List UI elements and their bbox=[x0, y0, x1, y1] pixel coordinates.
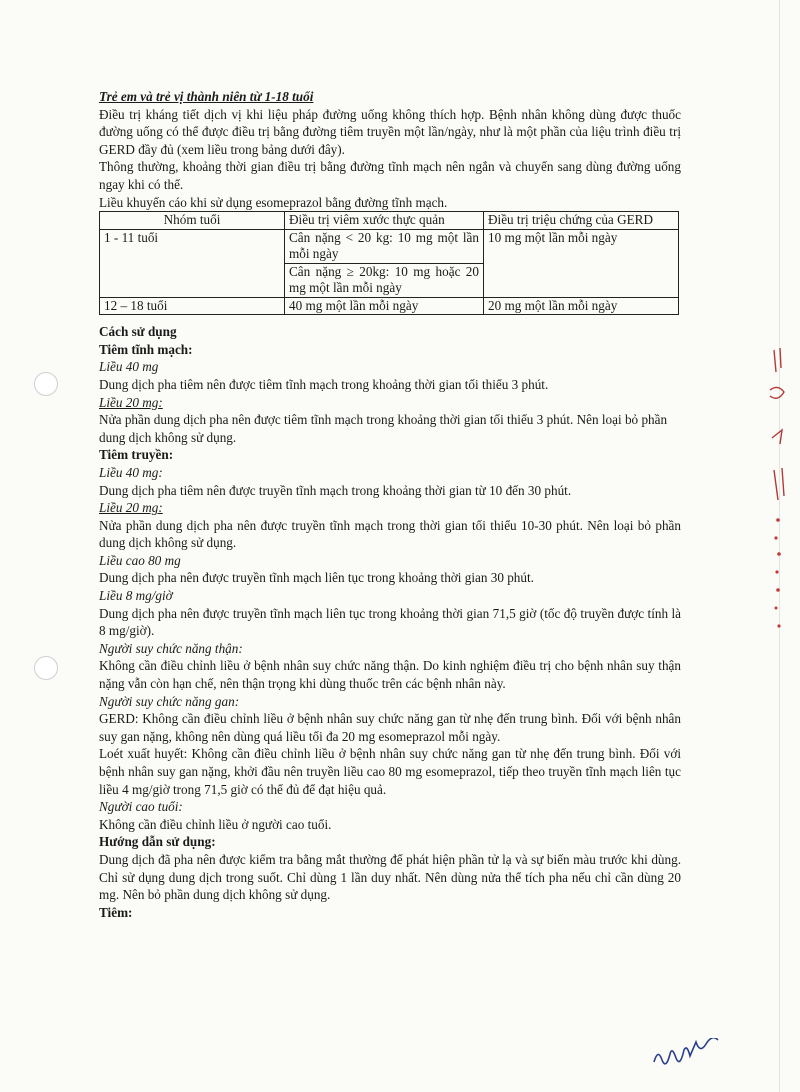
punch-hole bbox=[34, 656, 58, 680]
instructions-heading: Hướng dẫn sử dụng: bbox=[99, 834, 216, 850]
hepatic-label: Người suy chức năng gan: bbox=[99, 693, 240, 709]
hepatic-bleeding-text: Loét xuất huyết: Không cần điều chỉnh liều ở bệnh nhân suy chức năng gan từ nhẹ đến trung bình. Đối với bệnh nhân suy gan nặng, khởi đầu nên truyền liều cao 80 mg esomeprazol, tiếp theo truyền tĩnh mạch liên tục liều 4 mg/giờ trong 71,5 giờ có thể đủ để đạt hiệu quả. bbox=[99, 746, 681, 797]
intro-paragraph: Liều khuyến cáo khi sử dụng esomeprazol bằng đường tĩnh mạch. bbox=[99, 194, 448, 210]
margin-stamp-marks bbox=[752, 340, 790, 653]
dose-label: Liều 40 mg: bbox=[99, 464, 163, 480]
table-row bbox=[100, 229, 679, 263]
dose-text: Dung dịch pha nên được truyền tĩnh mạch liên tục trong khoảng thời gian 71,5 giờ (tốc độ truyền được tính là 8 mg/giờ). bbox=[99, 605, 681, 639]
dose-label: Liều 40 mg bbox=[99, 359, 159, 375]
table-cell-gerd: 10 mg một lần mỗi ngày bbox=[484, 229, 679, 297]
dosage-table bbox=[99, 211, 679, 315]
infusion-heading: Tiêm truyền: bbox=[99, 447, 174, 463]
renal-label: Người suy chức năng thận: bbox=[99, 640, 243, 656]
dose-text: Dung dịch pha nên được truyền tĩnh mạch liên tục trong khoảng thời gian 30 phút. bbox=[99, 570, 534, 586]
instructions-text: Dung dịch đã pha nên được kiểm tra bằng mắt thường để phát hiện phần tử lạ và sự biến màu trước khi dùng. Chỉ sử dụng dung dịch trong suốt. Chỉ dùng 1 lần duy nhất. Nên dùng nửa thể tích pha nếu chỉ cần dùng 20 mg. Nên bỏ phần dung dịch không sử dụng. bbox=[99, 851, 681, 903]
dose-text: Dung dịch pha tiêm nên được truyền tĩnh mạch trong khoảng thời gian từ 10 đến 30 phút. bbox=[99, 482, 572, 498]
elderly-text: Không cần điều chỉnh liều ở người cao tuổi. bbox=[99, 816, 332, 832]
table-cell-esophagitis: 40 mg một lần mỗi ngày bbox=[285, 297, 484, 315]
margin-stamp-icon bbox=[752, 340, 790, 640]
intro-paragraph: Thông thường, khoảng thời gian điều trị bằng đường tĩnh mạch nên ngắn và chuyển sang dùng đường uống ngay khi có thể. bbox=[99, 159, 681, 192]
dose-text: Dung dịch pha tiêm nên được tiêm tĩnh mạch trong khoảng thời gian tối thiểu 3 phút. bbox=[99, 376, 549, 392]
table-header: Điều trị triệu chứng của GERD bbox=[484, 212, 679, 230]
table-row bbox=[100, 297, 679, 315]
dose-text: Nửa phần dung dịch pha nên được tiêm tĩnh mạch trong khoảng thời gian tối thiểu 3 phút. Nên loại bỏ phần dung dịch không sử dụng. bbox=[99, 412, 668, 445]
table-cell-age: 1 - 11 tuổi bbox=[100, 229, 285, 297]
table-header: Điều trị viêm xước thực quản bbox=[285, 212, 484, 230]
elderly-label: Người cao tuổi: bbox=[99, 799, 183, 815]
table-header-row bbox=[100, 212, 679, 230]
section-heading-children: Trẻ em và trẻ vị thành niên từ 1-18 tuổi bbox=[99, 89, 314, 104]
table-cell-gerd: 20 mg một lần mỗi ngày bbox=[484, 297, 679, 315]
inject-heading: Tiêm: bbox=[99, 904, 133, 920]
intro-paragraph: Điều trị kháng tiết dịch vị khi liệu pháp đường uống không thích hợp. Bệnh nhân không dùng được thuốc đường uống có thể được điều trị bằng đường tiêm truyền một lần/ngày, như là một phần của liệu trình điều trị GERD đầy đủ (xem liều trong bảng dưới đây). bbox=[99, 106, 681, 157]
renal-text: Không cần điều chỉnh liều ở bệnh nhân suy chức năng thận. Do kinh nghiệm điều trị cho bệnh nhân suy thận nặng vẫn còn hạn chế, nên thận trọng khi dùng thuốc trên các bệnh nhân này. bbox=[99, 658, 681, 692]
dose-label: Liều 8 mg/giờ bbox=[99, 588, 173, 604]
dose-label: Liều 20 mg: bbox=[99, 500, 163, 516]
punch-hole bbox=[34, 372, 58, 396]
handwritten-signature-icon bbox=[650, 1038, 720, 1068]
dose-text: Nửa phần dung dịch pha nên được truyền tĩnh mạch trong thời gian tối thiểu 10-30 phút. Nên loại bỏ phần dung dịch không sử dụng. bbox=[99, 517, 681, 551]
table-cell-esophagitis: Cân nặng < 20 kg: 10 mg một lần mỗi ngày bbox=[285, 229, 484, 263]
usage-heading: Cách sử dụng bbox=[99, 324, 177, 340]
document-body bbox=[99, 88, 681, 921]
table-cell-age: 12 – 18 tuổi bbox=[100, 297, 285, 315]
table-header: Nhóm tuổi bbox=[100, 212, 285, 230]
injection-heading: Tiêm tĩnh mạch: bbox=[99, 341, 193, 357]
hepatic-gerd-text: GERD: Không cần điều chỉnh liều ở bệnh nhân suy chức năng gan từ nhẹ đến trung bình. Đối với bệnh nhân suy gan nặng, không nên dùng quá liều tối đa 20 mg esomeprazol mỗi ngày. bbox=[99, 711, 681, 744]
table-cell-esophagitis: Cân nặng ≥ 20kg: 10 mg hoặc 20 mg một lần mỗi ngày bbox=[285, 263, 484, 297]
dose-label: Liều 20 mg: bbox=[99, 394, 163, 410]
dose-label: Liều cao 80 mg bbox=[99, 552, 181, 568]
